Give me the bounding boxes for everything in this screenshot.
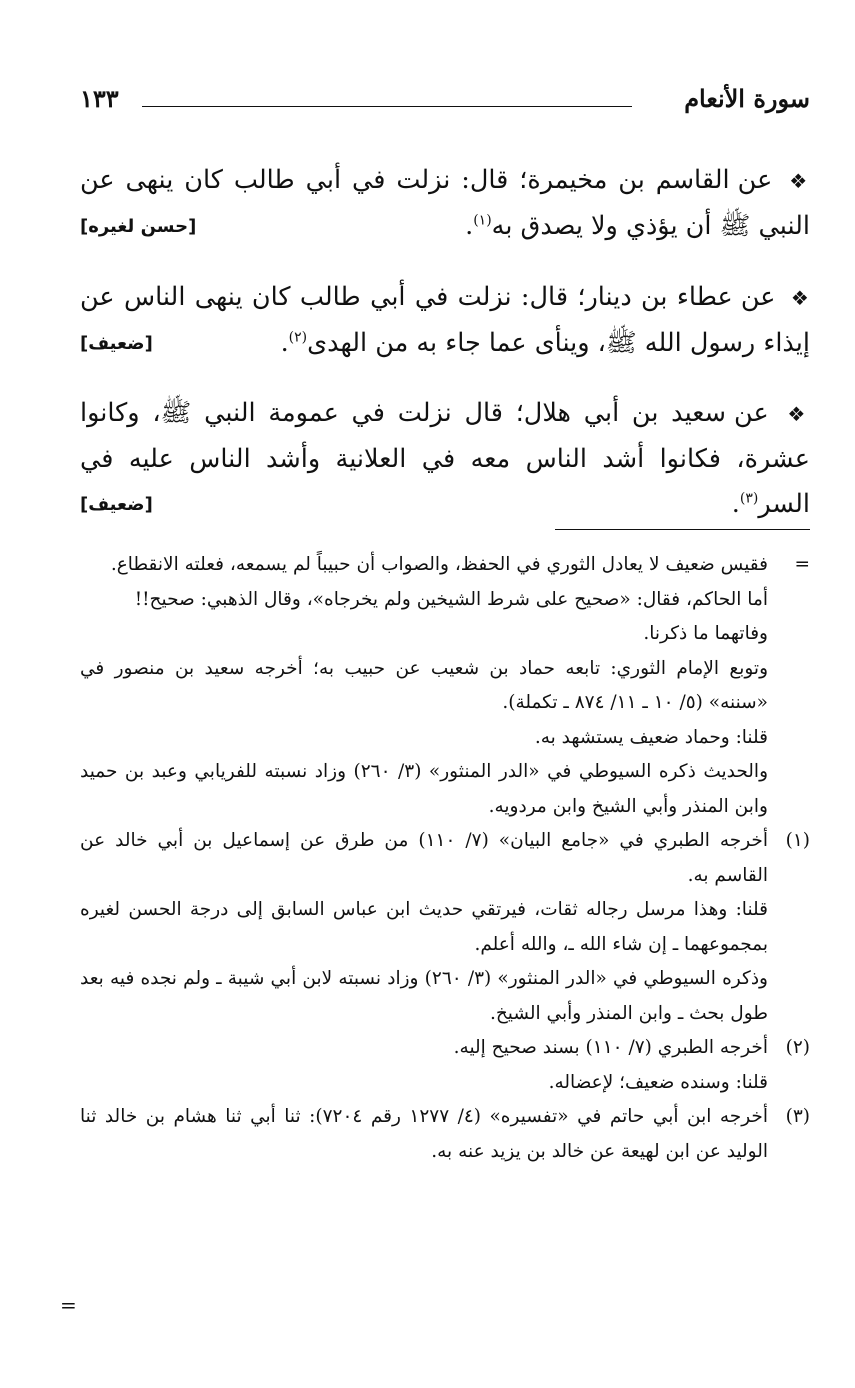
footnote-mark: (٢) (785, 1037, 810, 1058)
footnote (80, 721, 810, 756)
footnote-text: قلنا: وهذا مرسل رجاله ثقات، فيرتقي حديث ابن عباس السابق إلى درجة الحسن لغيره بمجموعهما ـ إن شاء الله ـ، والله أعلم. (80, 899, 768, 955)
bullet-icon: ❖ (790, 285, 811, 310)
bullet-icon: ❖ (787, 402, 810, 426)
footnote-text: أخرجه الطبري (٧/ ١١٠) بسند صحيح إليه. (453, 1037, 768, 1058)
footnote (80, 893, 810, 962)
footnote (80, 1031, 810, 1066)
hadith-entry (80, 158, 810, 249)
grade-label: [حسن لغيره] (80, 216, 197, 237)
hadith-entry (80, 275, 810, 366)
footnote-text: أخرجه ابن أبي حاتم في «تفسيره» (٤/ ١٢٧٧ رقم ٧٢٠٤): ثنا أبي ثنا هشام بن خالد ثنا الوليد عن ابن لهيعة عن خالد بن يزيد عنه به. (80, 1106, 769, 1162)
page-number: ١٣٣ (80, 84, 119, 113)
footnote (80, 962, 810, 1031)
footnote-text: والحديث ذكره السيوطي في «الدر المنثور» (٣/ ٢٦٠) وزاد نسبته للفريابي وعبد بن حميد وابن المنذر وأبي الشيخ وابن مردويه. (80, 761, 768, 817)
footnote-text: أما الحاكم، فقال: «صحيح على شرط الشيخين ولم يخرجاه»، وقال الذهبي: صحيح!! (134, 588, 768, 610)
footnote (80, 617, 810, 652)
bullet-icon: ❖ (789, 169, 810, 193)
footnote-mark: = (794, 554, 810, 575)
footnote (80, 652, 810, 721)
grade-label: [ضعيف] (80, 332, 153, 354)
footnote (80, 548, 810, 583)
continuation-mark: = (60, 1293, 77, 1317)
footnote-text: قلنا: وحماد ضعيف يستشهد به. (534, 726, 768, 748)
footnote-text: وفاتهما ما ذكرنا. (643, 623, 768, 644)
entry-text: عن القاسم بن مخيمرة؛ قال: نزلت في أبي طالب كان ينهى عن النبي ﷺ أن يؤذي ولا يصدق به (80, 165, 810, 241)
footnote-text: فقيس ضعيف لا يعادل الثوري في الحفظ، والصواب أن حبيباً لم يسمعه، فعلته الانقطاع. (110, 554, 768, 575)
footnote-text: قلنا: وسنده ضعيف؛ لإعضاله. (548, 1071, 768, 1093)
entry-text: عن سعيد بن أبي هلال؛ قال نزلت في عمومة النبي ﷺ، وكانوا عشرة، فكانوا أشد الناس معه في العلانية وأشد الناس عليه في السر (80, 398, 810, 519)
entry-text: عن عطاء بن دينار؛ قال: نزلت في أبي طالب كان ينهى الناس عن إيذاء رسول الله ﷺ، وينأى عما جاء به من الهدى (80, 281, 810, 358)
footnotes (80, 548, 810, 1169)
hadith-entry (80, 391, 810, 527)
page-header (80, 84, 810, 124)
footnote (80, 1100, 810, 1169)
entry-end: . (731, 489, 740, 519)
footnote-ref: (١) (473, 212, 492, 229)
footnote-mark: (٣) (785, 1106, 810, 1127)
footnote (80, 583, 810, 618)
footnote-separator (555, 529, 810, 530)
footnote (80, 1066, 810, 1101)
footnote-text: وتوبع الإمام الثوري: تابعه حماد بن شعيب عن حبيب به؛ أخرجه سعيد بن منصور في «سننه» (٥/ ١٠ ـ ١١/ ٨٧٤ ـ تكملة). (80, 657, 768, 713)
running-title: سورة الأنعام (684, 84, 810, 113)
main-text (80, 158, 810, 539)
entry-end: . (465, 211, 474, 241)
footnote (80, 755, 810, 824)
footnote (80, 824, 810, 893)
grade-label: [ضعيف] (80, 494, 153, 515)
footnote-mark: (١) (785, 830, 810, 851)
footnote-ref: (٣) (739, 490, 759, 507)
footnote-text: وذكره السيوطي في «الدر المنثور» (٣/ ٢٦٠) وزاد نسبته لابن أبي شيبة ـ ولم نجده فيه بعد طول بحث ـ وابن المنذر وأبي الشيخ. (80, 968, 768, 1024)
entry-end: . (280, 327, 289, 358)
header-rule (142, 106, 632, 107)
footnote-text: أخرجه الطبري في «جامع البيان» (٧/ ١١٠) من طرق عن إسماعيل بن أبي خالد عن القاسم به. (80, 830, 769, 886)
footnote-ref: (٢) (288, 329, 308, 345)
